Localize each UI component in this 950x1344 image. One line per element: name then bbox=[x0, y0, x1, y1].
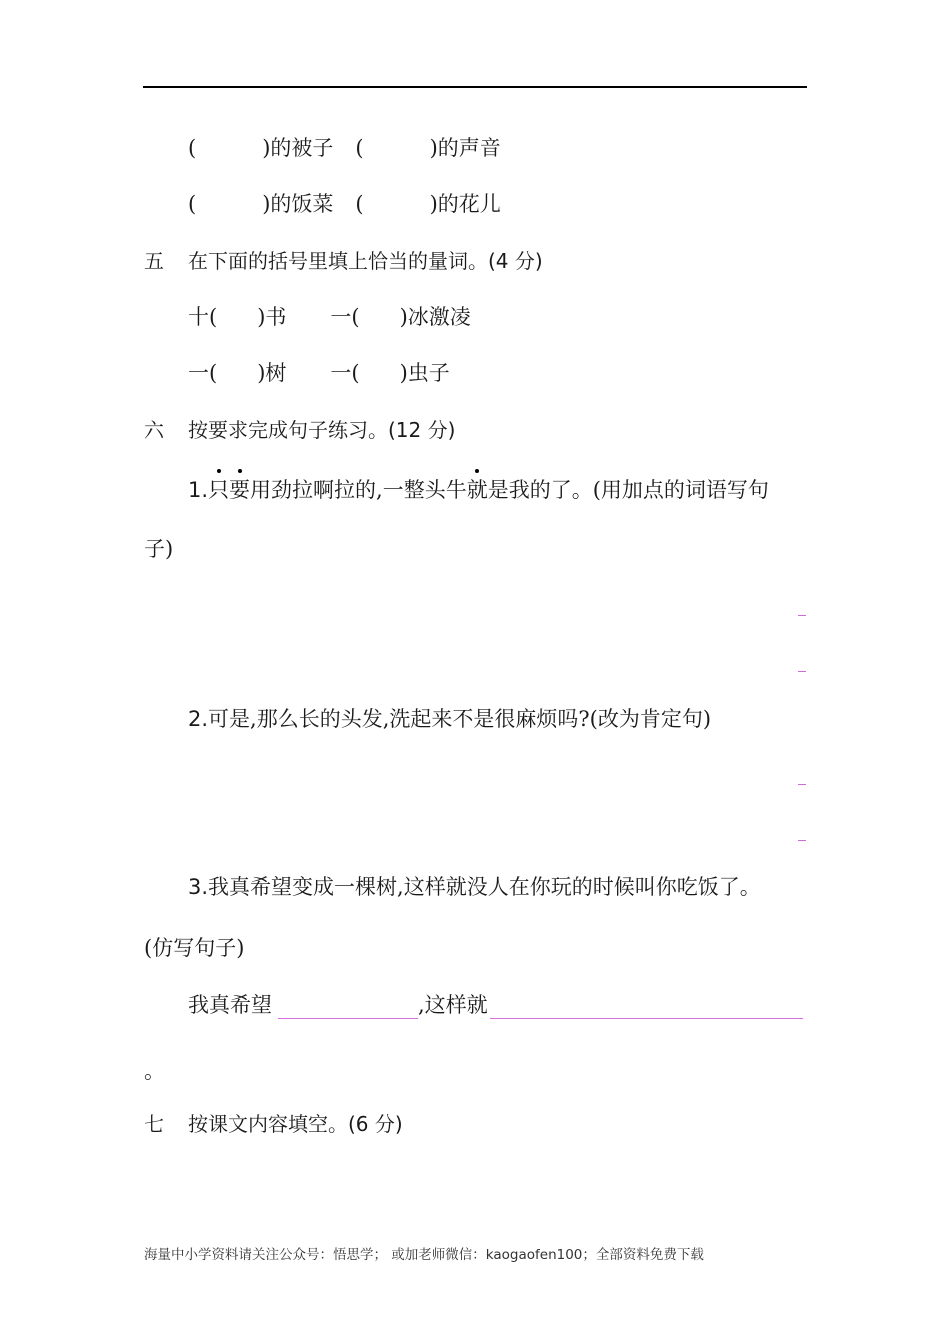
page-footer: 海量中小学资料请关注公众号：悟思学； 或加老师微信：kaogaofen100；全部资料免费下载 bbox=[144, 1247, 704, 1263]
imitation-prompt-b: ,这样就 bbox=[418, 993, 488, 1017]
measure-prefix: 十( bbox=[188, 305, 218, 329]
measure-word-row-2 bbox=[188, 359, 450, 387]
question-3 bbox=[188, 873, 761, 901]
blank-line-a[interactable] bbox=[278, 1018, 418, 1019]
fill-item-text: )的被子 bbox=[262, 136, 334, 160]
question-1-wrap: 子) bbox=[144, 537, 174, 561]
question-text: 是我的了。(用加点的词语写句 bbox=[487, 478, 769, 502]
section-points: (12 分) bbox=[388, 418, 456, 442]
fill-item-text: )的饭菜 bbox=[262, 192, 334, 216]
bracket-open: ( bbox=[188, 136, 197, 160]
section-number: 六 bbox=[144, 418, 164, 442]
measure-suffix: )书 bbox=[257, 305, 287, 329]
section-points: (6 分) bbox=[348, 1112, 403, 1136]
blank-line-b[interactable] bbox=[490, 1018, 803, 1019]
bracket-open: ( bbox=[355, 192, 364, 216]
dotted-char: 就 bbox=[466, 478, 488, 502]
answer-line-mark bbox=[798, 840, 806, 841]
dotted-char: 要 bbox=[229, 478, 251, 502]
question-2 bbox=[188, 705, 711, 733]
question-1 bbox=[188, 476, 769, 504]
section-points: (4 分) bbox=[488, 249, 543, 273]
question-text: 用劲拉啊拉的,一整头牛 bbox=[250, 478, 467, 502]
bracket-open: ( bbox=[188, 192, 197, 216]
question-number: 3. bbox=[188, 875, 209, 899]
measure-suffix: )虫子 bbox=[399, 361, 450, 385]
fill-row-1 bbox=[188, 134, 501, 162]
section-5-heading bbox=[144, 247, 543, 275]
section-6-heading bbox=[144, 416, 455, 444]
question-text: 我真希望变成一棵树,这样就没人在你玩的时候叫你吃饭了。 bbox=[208, 875, 761, 899]
bracket-open: ( bbox=[355, 136, 364, 160]
section-number: 七 bbox=[144, 1112, 164, 1136]
measure-suffix: )冰激凌 bbox=[399, 305, 471, 329]
section-title: 按课文内容填空。 bbox=[188, 1112, 348, 1136]
answer-line-mark bbox=[798, 615, 806, 616]
measure-suffix: )树 bbox=[257, 361, 287, 385]
section-title: 按要求完成句子练习。 bbox=[188, 418, 388, 442]
section-7-heading bbox=[144, 1110, 403, 1138]
sentence-end: 。 bbox=[144, 1059, 165, 1083]
imitation-prompt-a: 我真希望 bbox=[188, 993, 272, 1017]
fill-row-2 bbox=[188, 190, 501, 218]
fill-item-text: )的声音 bbox=[429, 136, 501, 160]
dotted-char: 只 bbox=[208, 478, 230, 502]
measure-prefix: 一( bbox=[188, 361, 218, 385]
top-rule bbox=[143, 86, 807, 88]
section-title: 在下面的括号里填上恰当的量词。 bbox=[188, 249, 488, 273]
answer-line-mark bbox=[798, 671, 806, 672]
question-3-wrap: (仿写句子) bbox=[144, 936, 245, 960]
measure-prefix: 一( bbox=[330, 305, 360, 329]
question-text: 可是,那么长的头发,洗起来不是很麻烦吗?(改为肯定句) bbox=[208, 707, 712, 731]
question-number: 2. bbox=[188, 707, 209, 731]
fill-item-text: )的花儿 bbox=[429, 192, 501, 216]
section-number: 五 bbox=[144, 249, 164, 273]
answer-line-mark bbox=[798, 784, 806, 785]
measure-prefix: 一( bbox=[330, 361, 360, 385]
question-number: 1. bbox=[188, 478, 209, 502]
measure-word-row-1 bbox=[188, 303, 471, 331]
